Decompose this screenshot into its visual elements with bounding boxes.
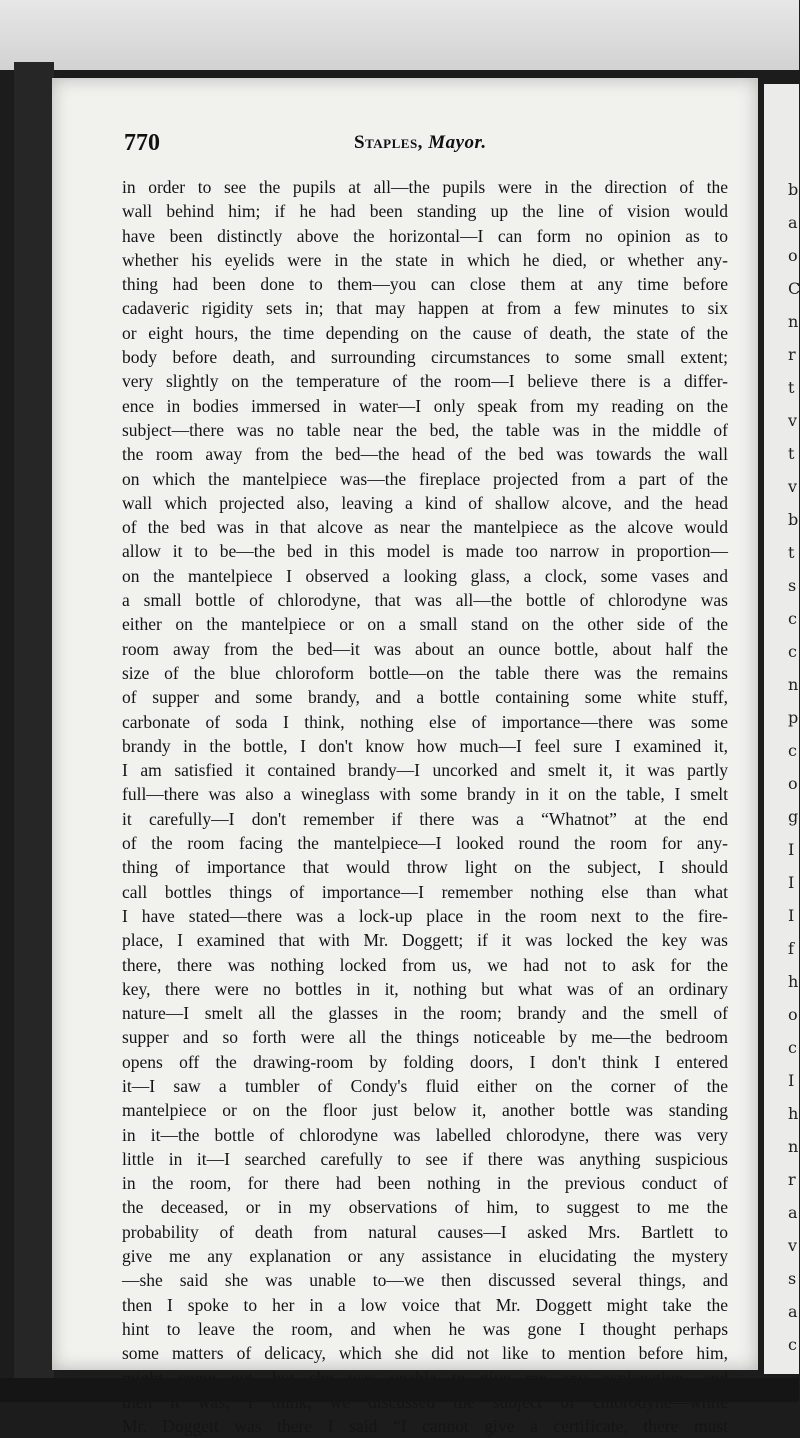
adjacent-page-fragment: o <box>788 774 798 793</box>
text-line: full—there was also a wineglass with some brandy in it on the table, I smelt <box>122 784 728 805</box>
adjacent-page-fragment: a <box>788 1302 798 1321</box>
text-line: of supper and some brandy, and a bottle containing some white stuff, <box>122 687 728 708</box>
scan-bottom-margin <box>0 1378 799 1402</box>
adjacent-page-fragment: r <box>788 1170 796 1189</box>
text-line: or eight hours, the time depending on the cause of death, the state of the <box>122 322 728 343</box>
adjacent-page-fragment: s <box>788 1269 797 1288</box>
adjacent-page-fragment: I <box>788 1071 795 1090</box>
text-line: mantelpiece or on the floor just below it, another bottle was standing <box>122 1100 728 1121</box>
text-line: probability of death from natural causes—I asked Mrs. Bartlett to <box>122 1221 728 1242</box>
text-line: on the mantelpiece I observed a looking glass, a clock, some vases and <box>122 565 728 586</box>
text-line: give me any explanation or any assistance in elucidating the mystery <box>122 1246 728 1267</box>
adjacent-page-fragment: a <box>788 1203 798 1222</box>
adjacent-page-fragment: a <box>788 213 798 232</box>
text-line: Mr. Doggett was there I said “I cannot give a certificate, there must <box>122 1416 728 1437</box>
adjacent-page-fragment: c <box>788 1038 797 1057</box>
text-line: brandy in the bottle, I don't know how much—I feel sure I examined it, <box>122 735 728 756</box>
adjacent-page-fragment: C <box>788 279 800 298</box>
running-head <box>354 132 487 154</box>
text-line: ence in bodies immersed in water—I only speak from my reading on the <box>122 395 728 416</box>
text-line: I have stated—there was a lock-up place in the room next to the fire- <box>122 905 728 926</box>
adjacent-page-fragment: g <box>788 807 799 826</box>
text-line: thing of importance that would throw light on the subject, I should <box>122 857 728 878</box>
text-line: subject—there was no table near the bed, the table was in the middle of <box>122 419 728 440</box>
adjacent-page-fragment: o <box>788 1005 798 1024</box>
text-line: supper and so forth were all the things noticeable by me—the bedroom <box>122 1027 728 1048</box>
text-line: a small bottle of chlorodyne, that was all—the bottle of chlorodyne was <box>122 590 728 611</box>
adjacent-page-fragment: t <box>788 378 795 397</box>
text-line: have been distinctly above the horizontal—I can form no opinion as to <box>122 225 728 246</box>
running-head-role: Mayor. <box>428 132 487 153</box>
page-header <box>124 130 728 160</box>
text-line: of the room facing the mantelpiece—I looked round the room for any- <box>122 833 728 854</box>
text-line: the room away from the bed—the head of the bed was towards the wall <box>122 444 728 465</box>
text-line: the deceased, or in my observations of him, to suggest to me the <box>122 1197 728 1218</box>
text-line: either on the mantelpiece or on a small stand on the other side of the <box>122 614 728 635</box>
running-head-name: Staples, <box>354 132 423 153</box>
text-line: in it—the bottle of chlorodyne was labelled chlorodyne, there was very <box>122 1124 728 1145</box>
adjacent-page-fragment: I <box>788 906 795 925</box>
text-line: some matters of delicacy, which she did not like to mention before him, <box>122 1343 728 1364</box>
adjacent-page-fragment: c <box>788 609 797 628</box>
text-line: in the room, for there had been nothing in the previous conduct of <box>122 1173 728 1194</box>
text-line: room away from the bed—it was about an ounce bottle, about half the <box>122 638 728 659</box>
adjacent-page-fragment: t <box>788 543 795 562</box>
text-line: then I spoke to her in a low voice that Mr. Doggett might take the <box>122 1294 728 1315</box>
adjacent-page-fragment: r <box>788 345 796 364</box>
text-line: little in it—I searched carefully to see if there was anything suspicious <box>122 1148 728 1169</box>
text-line: thing had been done to them—you can close them at any time before <box>122 274 728 295</box>
adjacent-page-fragment: n <box>788 1137 799 1156</box>
book-binding <box>14 62 54 1388</box>
text-line: allow it to be—the bed in this model is made too narrow in proportion— <box>122 541 728 562</box>
text-line: wall behind him; if he had been standing up the line of vision would <box>122 201 728 222</box>
text-line: nature—I smelt all the glasses in the room; brandy and the smell of <box>122 1003 728 1024</box>
adjacent-page-fragment: t <box>788 444 795 463</box>
text-line: whether his eyelids were in the state in which he died, or whether any- <box>122 249 728 270</box>
page-number: 770 <box>124 130 160 156</box>
body-text <box>122 175 728 1438</box>
text-line: opens off the drawing-room by folding doors, I don't think I entered <box>122 1051 728 1072</box>
text-line: place, I examined that with Mr. Doggett; if it was locked the key was <box>122 930 728 951</box>
adjacent-page-fragment: p <box>788 708 799 727</box>
text-line: cadaveric rigidity sets in; that may happen at from a few minutes to six <box>122 298 728 319</box>
text-line: —she said she was unable to—we then discussed several things, and <box>122 1270 728 1291</box>
text-line: there, there was nothing locked from us, we had not to ask for the <box>122 954 728 975</box>
adjacent-page-fragment: I <box>788 873 795 892</box>
scan-top-margin <box>0 0 799 70</box>
adjacent-page-fragment: v <box>788 411 798 430</box>
adjacent-page-fragment: c <box>788 1335 797 1354</box>
text-line: in order to see the pupils at all—the pupils were in the direction of the <box>122 177 728 197</box>
adjacent-page-fragment: n <box>788 312 799 331</box>
adjacent-page-fragment: I <box>788 840 795 859</box>
adjacent-page-fragment: c <box>788 642 797 661</box>
adjacent-page-fragment: n <box>788 675 799 694</box>
text-line: of the bed was in that alcove as near the mantelpiece as the alcove would <box>122 517 728 538</box>
adjacent-page-fragment: h <box>788 972 799 991</box>
text-line: it carefully—I don't remember if there was a “Whatnot” at the end <box>122 808 728 829</box>
adjacent-page-fragment: h <box>788 1104 799 1123</box>
text-line: wall which projected also, leaving a kind of shallow alcove, and the head <box>122 492 728 513</box>
adjacent-page-fragment: b <box>788 180 799 199</box>
adjacent-page-fragment: v <box>788 1236 798 1255</box>
text-line: very slightly on the temperature of the room—I believe there is a differ- <box>122 371 728 392</box>
adjacent-page-fragment: b <box>788 510 799 529</box>
text-line: carbonate of soda I think, nothing else of importance—there was some <box>122 711 728 732</box>
adjacent-page-fragment: s <box>788 576 797 595</box>
text-line: size of the blue chloroform bottle—on the table there was the remains <box>122 662 728 683</box>
text-line: key, there were no bottles in it, nothing but what was of an ordinary <box>122 978 728 999</box>
text-line: hint to leave the room, and when he was gone I thought perhaps <box>122 1318 728 1339</box>
adjacent-page-fragment: o <box>788 246 798 265</box>
text-line: on which the mantelpiece was—the fireplace projected from a part of the <box>122 468 728 489</box>
adjacent-page-fragment: v <box>788 477 798 496</box>
adjacent-page-fragment: f <box>788 939 794 958</box>
text-line: body before death, and surrounding circumstances to some small extent; <box>122 347 728 368</box>
text-line: call bottles things of importance—I remember nothing else than what <box>122 881 728 902</box>
adjacent-page-edge <box>764 84 799 1374</box>
adjacent-page-fragment: c <box>788 741 797 760</box>
text-line: it—I saw a tumbler of Condy's fluid either on the corner of the <box>122 1075 728 1096</box>
text-line: I am satisfied it contained brandy—I uncorked and smelt it, it was partly <box>122 760 728 781</box>
